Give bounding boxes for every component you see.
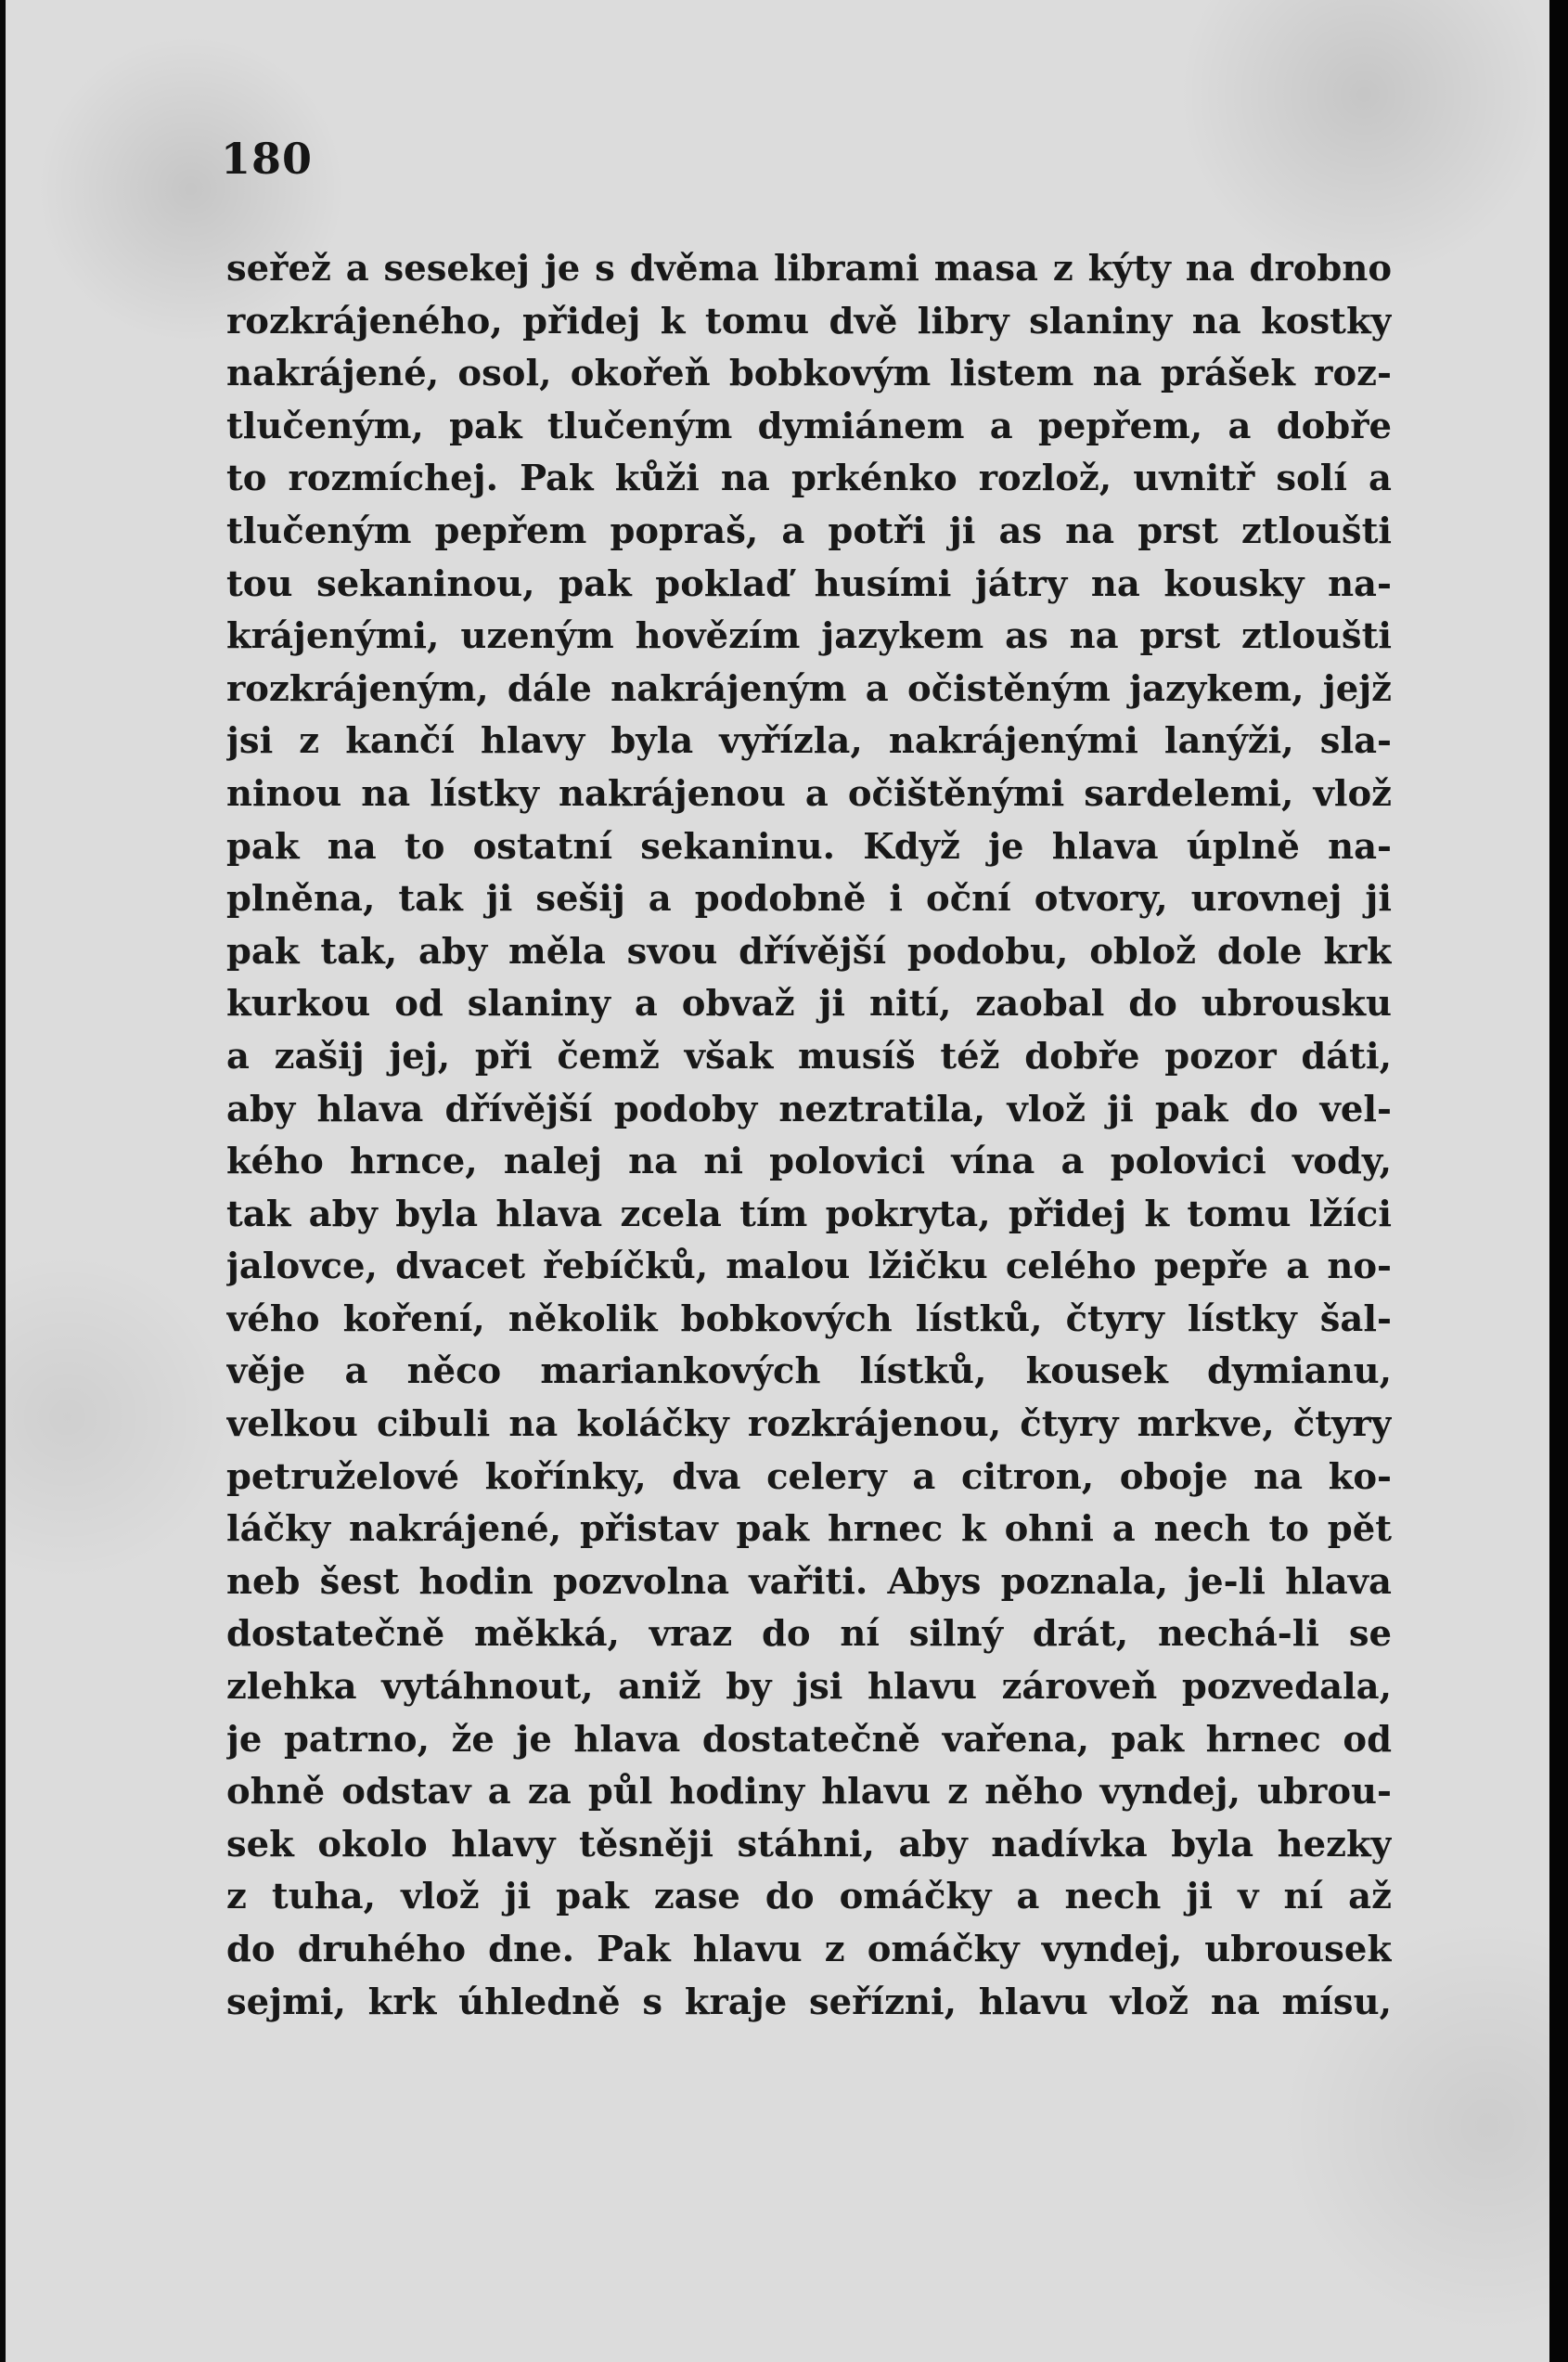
book-page bbox=[6, 0, 1549, 2362]
text-line: pak tak, aby měla svou dřívější podobu, oblož dole krk bbox=[226, 930, 1392, 973]
body-text bbox=[226, 243, 1392, 2029]
text-line: kého hrnce, nalej na ni polovici vína a polovici vody, bbox=[226, 1141, 1392, 1183]
text-line: tou sekaninou, pak poklaď husími játry na kousky na- bbox=[226, 562, 1392, 605]
text-line: seřež a sesekej je s dvěma librami masa z kýty na drobno bbox=[226, 248, 1392, 290]
text-line: láčky nakrájené, přistav pak hrnec k ohni a nech to pět bbox=[226, 1508, 1392, 1551]
text-line: ninou na lístky nakrájenou a očištěnými sardelemi, vlož bbox=[226, 772, 1392, 815]
text-line: krájenými, uzeným hovězím jazykem as na prst ztloušti bbox=[226, 615, 1392, 658]
text-line: jsi z kančí hlavy byla vyřízla, nakrájenými lanýži, sla- bbox=[226, 720, 1392, 763]
text-line: to rozmíchej. Pak kůži na prkénko rozlož, uvnitř solí a bbox=[226, 458, 1392, 500]
text-line: vého koření, několik bobkových lístků, čtyry lístky šal- bbox=[226, 1297, 1392, 1340]
text-line: rozkrájeným, dále nakrájeným a očistěným jazykem, jejž bbox=[226, 667, 1392, 710]
text-line: sek okolo hlavy těsněji stáhni, aby nadívka byla hezky bbox=[226, 1823, 1392, 1865]
text-line: aby hlava dřívější podoby neztratila, vlož ji pak do vel- bbox=[226, 1088, 1392, 1130]
page-number: 180 bbox=[221, 134, 314, 184]
text-line: je patrno, že je hlava dostatečně vařena, pak hrnec od bbox=[226, 1718, 1392, 1761]
text-line: tlučeným pepřem popraš, a potři ji as na prst ztloušti bbox=[226, 510, 1392, 552]
text-line: velkou cibuli na koláčky rozkrájenou, čtyry mrkve, čtyry bbox=[226, 1403, 1392, 1446]
text-line: ohně odstav a za půl hodiny hlavu z něho vyndej, ubrou- bbox=[226, 1771, 1392, 1813]
text-line: tlučeným, pak tlučeným dymiánem a pepřem, a dobře bbox=[226, 405, 1392, 447]
text-line: neb šest hodin pozvolna vařiti. Abys poznala, je-li hlava bbox=[226, 1560, 1392, 1603]
text-line: dostatečně měkká, vraz do ní silný drát, nechá-li se bbox=[226, 1613, 1392, 1656]
text-line: plněna, tak ji sešij a podobně i oční otvory, urovnej ji bbox=[226, 878, 1392, 921]
text-line: rozkrájeného, přidej k tomu dvě libry slaniny na kostky bbox=[226, 300, 1392, 342]
text-line: zlehka vytáhnout, aniž by jsi hlavu zároveň pozvedala, bbox=[226, 1666, 1392, 1709]
text-line: věje a něco mariankových lístků, kousek dymianu, bbox=[226, 1350, 1392, 1393]
text-line: tak aby byla hlava zcela tím pokryta, přidej k tomu lžíci bbox=[226, 1193, 1392, 1235]
text-line: kurkou od slaniny a obvaž ji nití, zaobal do ubrousku bbox=[226, 983, 1392, 1026]
text-line: jalovce, dvacet řebíčků, malou lžičku celého pepře a no- bbox=[226, 1246, 1392, 1288]
text-line: sejmi, krk úhledně s kraje seřízni, hlavu vlož na mísu, bbox=[226, 1981, 1392, 2023]
text-line: nakrájené, osol, okořeň bobkovým listem na prášek roz- bbox=[226, 353, 1392, 395]
text-line: a zašij jej, při čemž však musíš též dobře pozor dáti, bbox=[226, 1035, 1392, 1078]
text-line: do druhého dne. Pak hlavu z omáčky vyndej, ubrousek bbox=[226, 1929, 1392, 1970]
text-line: petruželové kořínky, dva celery a citron, oboje na ko- bbox=[226, 1455, 1392, 1498]
text-line: pak na to ostatní sekaninu. Když je hlava úplně na- bbox=[226, 825, 1392, 868]
text-line: z tuha, vlož ji pak zase do omáčky a nech ji v ní až bbox=[226, 1876, 1392, 1918]
page-edge bbox=[1549, 0, 1568, 2362]
